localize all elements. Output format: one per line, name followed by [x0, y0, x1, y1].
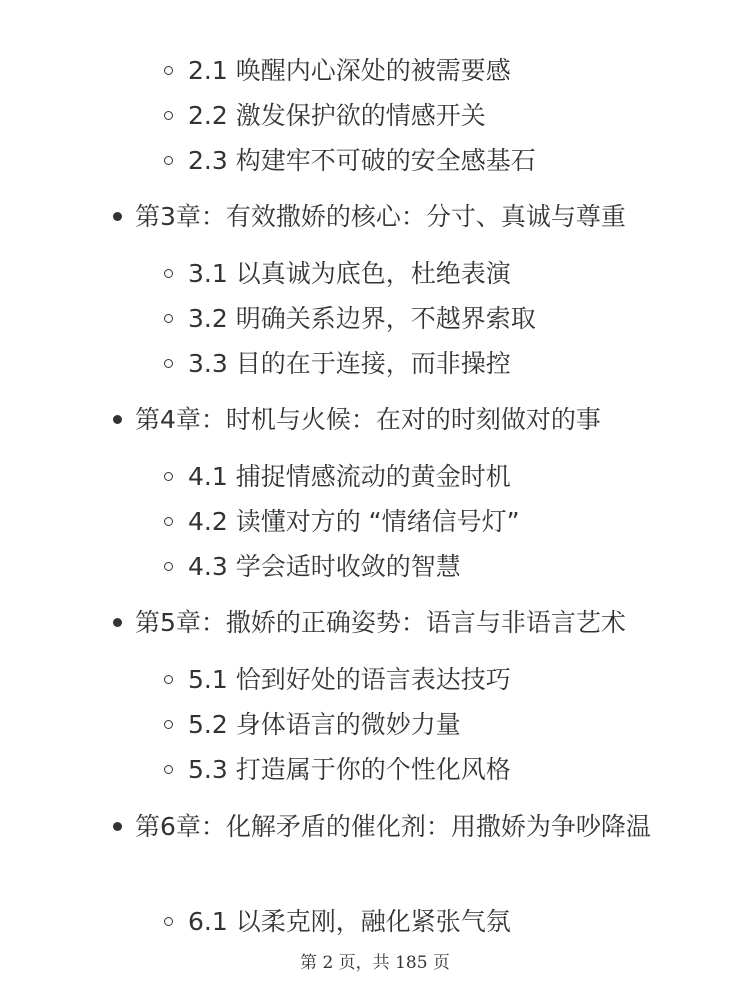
toc-chapter-3: 第3章：有效撒娇的核心：分寸、真诚与尊重	[135, 202, 626, 231]
toc-chapter-4: 第4章：时机与火候：在对的时刻做对的事	[135, 405, 601, 434]
disc-bullet-icon	[113, 618, 122, 627]
toc-item-5-3: 5.3 打造属于你的个性化风格	[188, 755, 511, 784]
circle-bullet-icon	[164, 720, 173, 729]
circle-bullet-icon	[164, 675, 173, 684]
toc-item-4-3: 4.3 学会适时收敛的智慧	[188, 552, 461, 581]
toc-item-4-1: 4.1 捕捉情感流动的黄金时机	[188, 462, 511, 491]
circle-bullet-icon	[164, 517, 173, 526]
toc-item-5-1: 5.1 恰到好处的语言表达技巧	[188, 665, 511, 694]
toc-chapter-6: 第6章：化解矛盾的催化剂：用撒娇为争吵降温	[135, 812, 651, 841]
circle-bullet-icon	[164, 765, 173, 774]
toc-chapter-5: 第5章：撒娇的正确姿势：语言与非语言艺术	[135, 608, 626, 637]
toc-item-2-2: 2.2 激发保护欲的情感开关	[188, 101, 486, 130]
toc-item-4-2: 4.2 读懂对方的 “情绪信号灯”	[188, 507, 520, 536]
toc-item-5-2: 5.2 身体语言的微妙力量	[188, 710, 461, 739]
page-number-footer: 第 2 页，共 185 页	[300, 953, 450, 973]
toc-item-3-1: 3.1 以真诚为底色，杜绝表演	[188, 259, 511, 288]
toc-item-2-1: 2.1 唤醒内心深处的被需要感	[188, 56, 511, 85]
circle-bullet-icon	[164, 917, 173, 926]
toc-item-3-2: 3.2 明确关系边界，不越界索取	[188, 304, 536, 333]
circle-bullet-icon	[164, 562, 173, 571]
circle-bullet-icon	[164, 359, 173, 368]
circle-bullet-icon	[164, 314, 173, 323]
disc-bullet-icon	[113, 415, 122, 424]
disc-bullet-icon	[113, 212, 122, 221]
disc-bullet-icon	[113, 822, 122, 831]
circle-bullet-icon	[164, 269, 173, 278]
toc-item-6-1: 6.1 以柔克刚，融化紧张气氛	[188, 907, 511, 936]
toc-item-3-3: 3.3 目的在于连接，而非操控	[188, 349, 511, 378]
circle-bullet-icon	[164, 472, 173, 481]
circle-bullet-icon	[164, 66, 173, 75]
circle-bullet-icon	[164, 156, 173, 165]
circle-bullet-icon	[164, 111, 173, 120]
toc-item-2-3: 2.3 构建牢不可破的安全感基石	[188, 146, 536, 175]
